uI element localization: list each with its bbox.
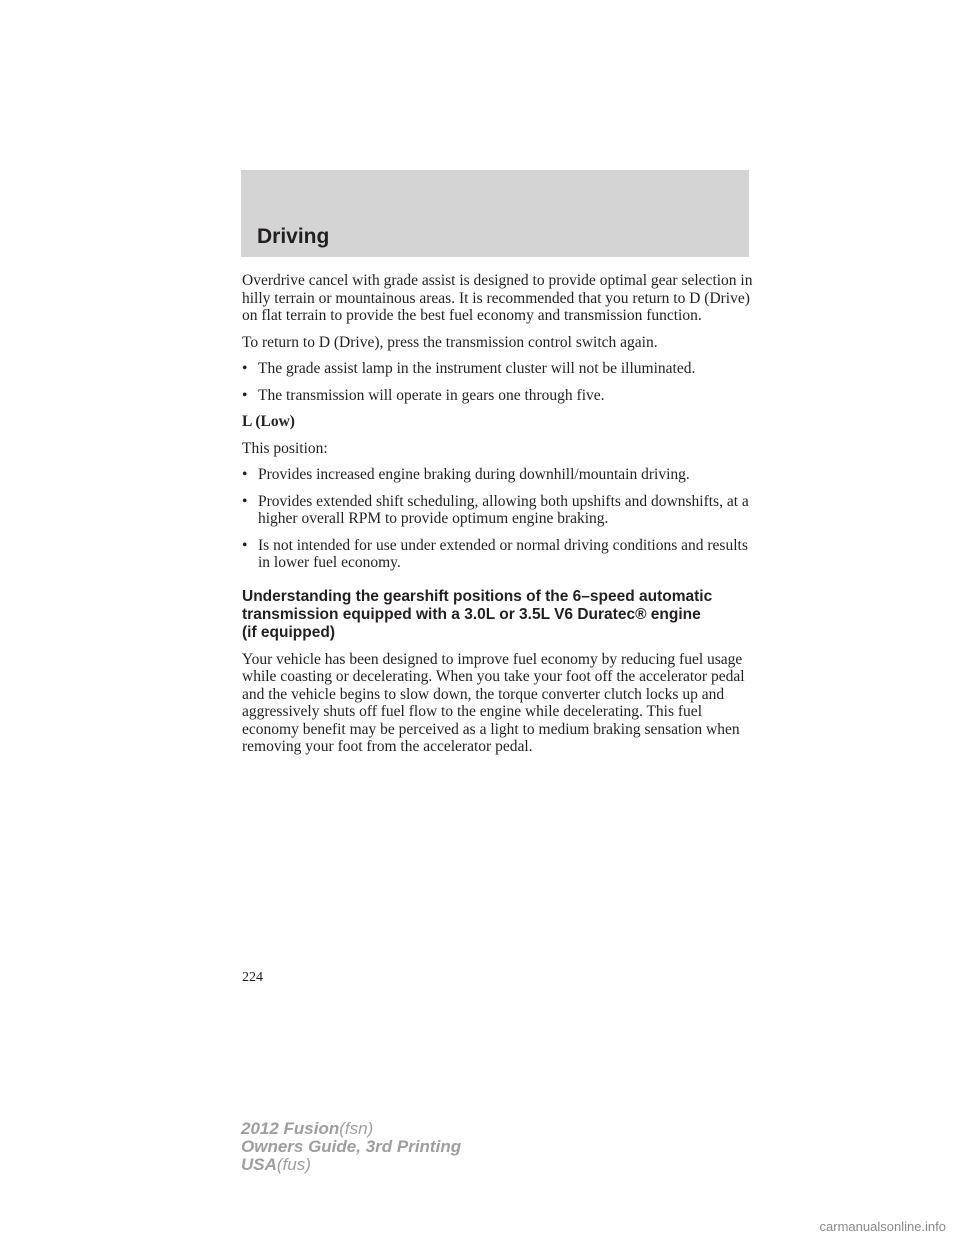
list-item-text: Is not intended for use under extended or normal driving conditions and results in lower fuel economy. — [258, 536, 748, 571]
list-item-text: Provides increased engine braking during downhill/mountain driving. — [258, 466, 690, 483]
footer-line — [241, 1156, 461, 1174]
section-header-band — [241, 170, 749, 257]
bullet-dot: • — [242, 466, 248, 483]
list-item — [242, 466, 754, 484]
page-number: 224 — [242, 970, 263, 985]
page-content — [242, 272, 754, 765]
document-footer — [241, 1120, 461, 1174]
list-item — [242, 537, 754, 572]
low-intro: This position: — [242, 439, 328, 457]
bullet-list-drive — [242, 360, 754, 404]
footer-edition: Owners Guide, 3rd Printing — [241, 1137, 462, 1156]
footer-model-code: (fsn) — [339, 1119, 374, 1138]
footer-market-code: (fus) — [276, 1155, 311, 1174]
gearshift-section-heading — [242, 588, 754, 642]
list-item-text: Provides extended shift scheduling, allowing both upshifts and downshifts, at a higher overall RPM to provide optimum engine braking. — [258, 492, 749, 527]
footer-model: 2012 Fusion — [241, 1119, 340, 1138]
list-item-text: The transmission will operate in gears one through five. — [258, 386, 605, 404]
paragraph-fuel-economy: Your vehicle has been designed to improve fuel economy by reducing fuel usage while coasting or decelerating. When you take your foot off the accelerator pedal and the vehicle begins to slow down, the torque converter clutch locks up and aggressively shuts off fuel flow to the engine while decelerating. This fuel economy benefit may be perceived as a light to medium braking sensation when removing your foot from the accelerator pedal. — [242, 650, 745, 755]
list-item — [242, 493, 754, 528]
heading-line: transmission equipped with a 3.0L or 3.5L V6 Duratec® engine — [242, 605, 701, 623]
list-item-text: The grade assist lamp in the instrument cluster will not be illuminated. — [258, 360, 696, 377]
footer-market: USA — [241, 1155, 277, 1174]
paragraph-overdrive-cancel: Overdrive cancel with grade assist is designed to provide optimal gear selection in hilly terrain or mountainous areas. It is recommended that you return to D (Drive) on flat terrain to provide the best fuel economy and transmission function. — [242, 272, 753, 324]
paragraph-return-to-drive: To return to D (Drive), press the transmission control switch again. — [242, 333, 658, 351]
list-item — [242, 360, 754, 378]
bullet-dot: • — [242, 536, 248, 554]
section-title: Driving — [257, 225, 330, 248]
bullet-list-low — [242, 466, 754, 572]
watermark-text: carmanualsonline.info — [819, 1219, 946, 1234]
low-heading: L (Low) — [242, 413, 295, 430]
bullet-dot: • — [242, 360, 248, 377]
heading-line: (if equipped) — [242, 623, 335, 641]
footer-line — [241, 1120, 461, 1138]
heading-line: Understanding the gearshift positions of the 6–speed automatic — [242, 587, 713, 605]
list-item — [242, 387, 754, 405]
bullet-dot: • — [242, 492, 248, 510]
bullet-dot: • — [242, 386, 248, 404]
